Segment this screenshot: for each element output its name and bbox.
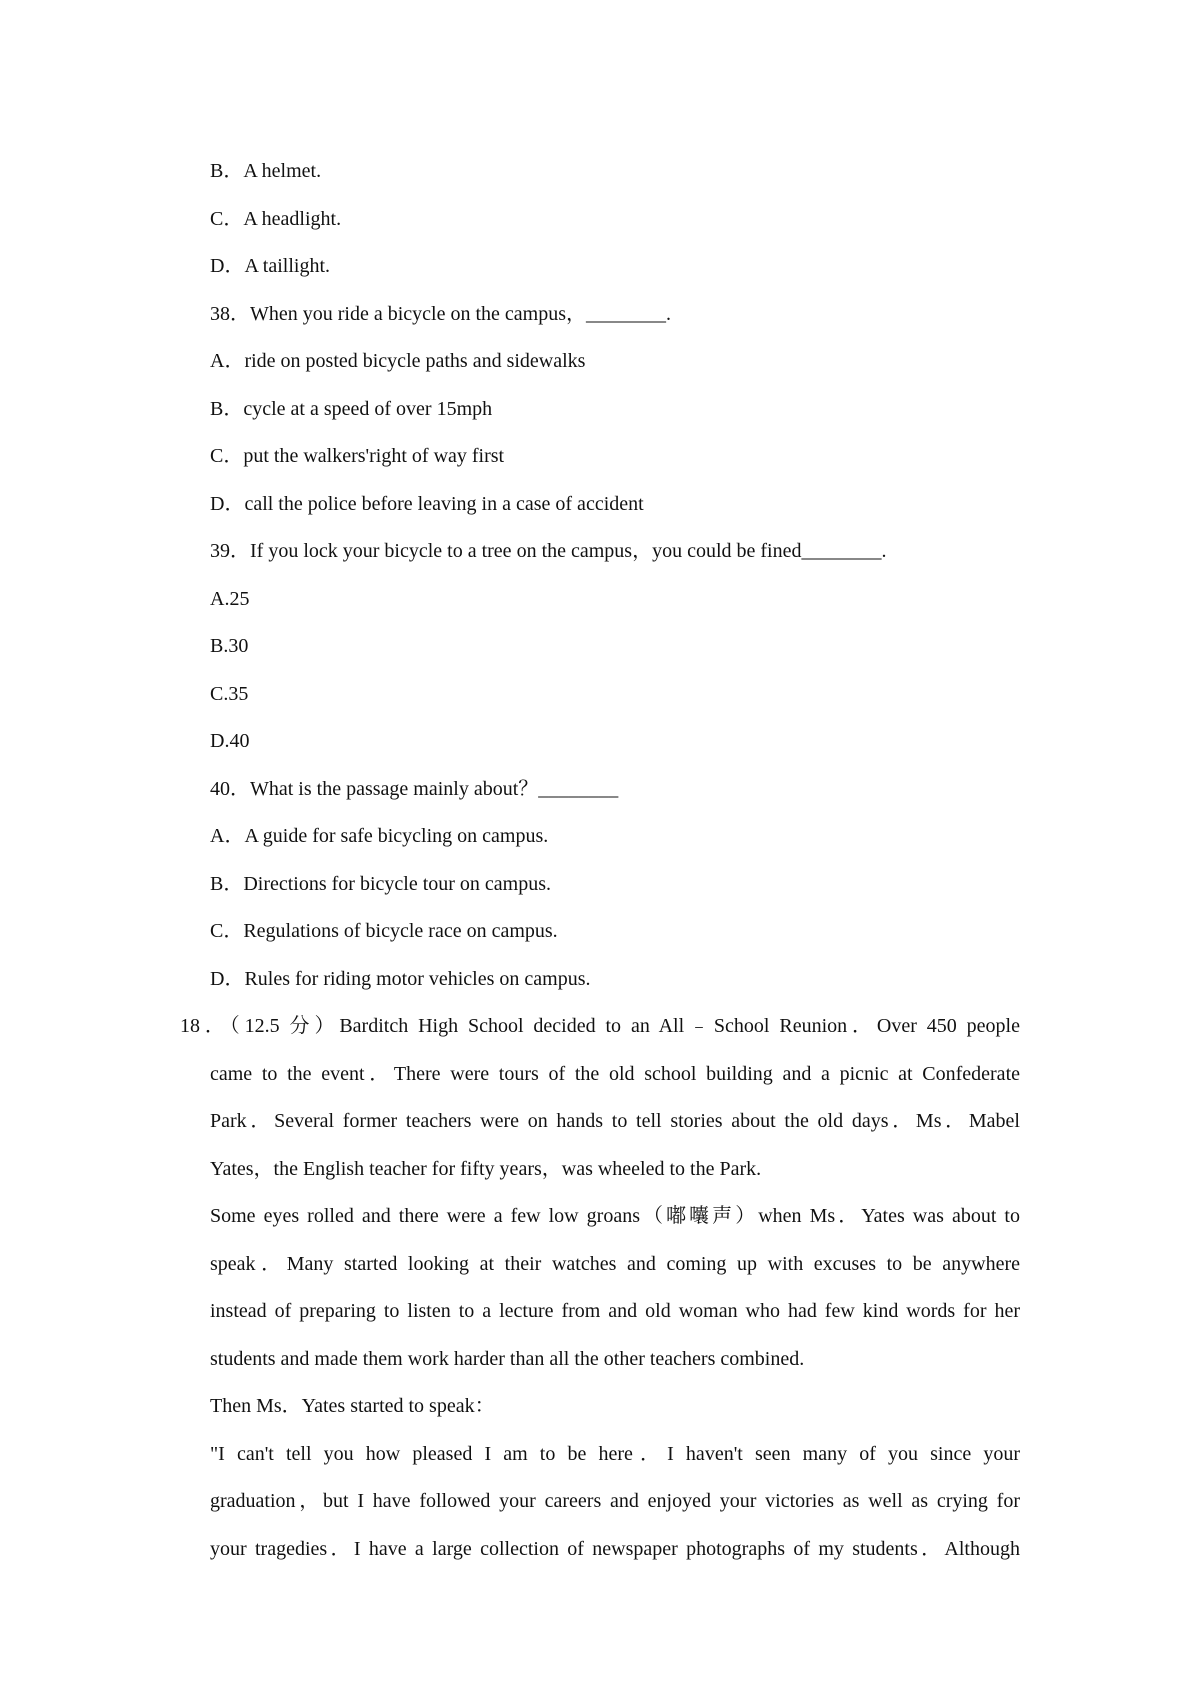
q40-stem: 40．What is the passage mainly about？________ <box>210 778 619 800</box>
q18-line-9: Then Ms．Yates started to speak： <box>210 1395 495 1417</box>
q18-line-2: came to the event．There were tours of the old school building and a picnic at Confederate <box>210 1063 1020 1085</box>
q18-line-3: Park．Several former teachers were on hands to tell stories about the old days．Ms．Mabel <box>210 1110 1020 1132</box>
q38-option-b: B．cycle at a speed of over 15mph <box>210 398 493 420</box>
q37-option-d: D．A taillight. <box>210 255 330 277</box>
q38-option-d: D．call the police before leaving in a case of accident <box>210 493 644 515</box>
q40-option-a: A．A guide for safe bicycling on campus. <box>210 825 549 847</box>
q38-option-c: C．put the walkers'right of way first <box>210 445 505 467</box>
q39-option-b: B.30 <box>210 635 249 657</box>
q40-option-c: C．Regulations of bicycle race on campus. <box>210 920 558 942</box>
q18-line-7: instead of preparing to listen to a lecture from and old woman who had few kind words for her <box>210 1300 1020 1322</box>
q39-stem: 39．If you lock your bicycle to a tree on the campus，you could be fined________. <box>210 540 887 562</box>
q40-option-b: B．Directions for bicycle tour on campus. <box>210 873 552 895</box>
q37-option-c: C．A headlight. <box>210 208 342 230</box>
q18-line-10: "I can't tell you how pleased I am to be here．I haven't seen many of you since your <box>210 1443 1020 1465</box>
q18-line-5: Some eyes rolled and there were a few low groans（嘟囔声）when Ms．Yates was about to <box>210 1205 1020 1227</box>
q18-line-6: speak．Many started looking at their watches and coming up with excuses to be anywhere <box>210 1253 1020 1275</box>
q18-line-1: 18．（12.5 分）Barditch High School decided to an All﹣School Reunion．Over 450 people <box>180 1015 1020 1037</box>
q40-option-d: D．Rules for riding motor vehicles on campus. <box>210 968 591 990</box>
q18-line-12: your tragedies．I have a large collection of newspaper photographs of my students．Although <box>210 1538 1020 1560</box>
q39-option-d: D.40 <box>210 730 250 752</box>
q18-line-11: graduation，but I have followed your careers and enjoyed your victories as well as crying for <box>210 1490 1020 1512</box>
q18-line-4: Yates，the English teacher for fifty years，was wheeled to the Park. <box>210 1158 762 1180</box>
q18-line-8: students and made them work harder than all the other teachers combined. <box>210 1348 805 1370</box>
q38-stem: 38．When you ride a bicycle on the campus，________. <box>210 303 671 325</box>
q39-option-c: C.35 <box>210 683 249 705</box>
q39-option-a: A.25 <box>210 588 250 610</box>
q38-option-a: A．ride on posted bicycle paths and sidewalks <box>210 350 586 372</box>
q37-option-b: B．A helmet. <box>210 160 322 182</box>
